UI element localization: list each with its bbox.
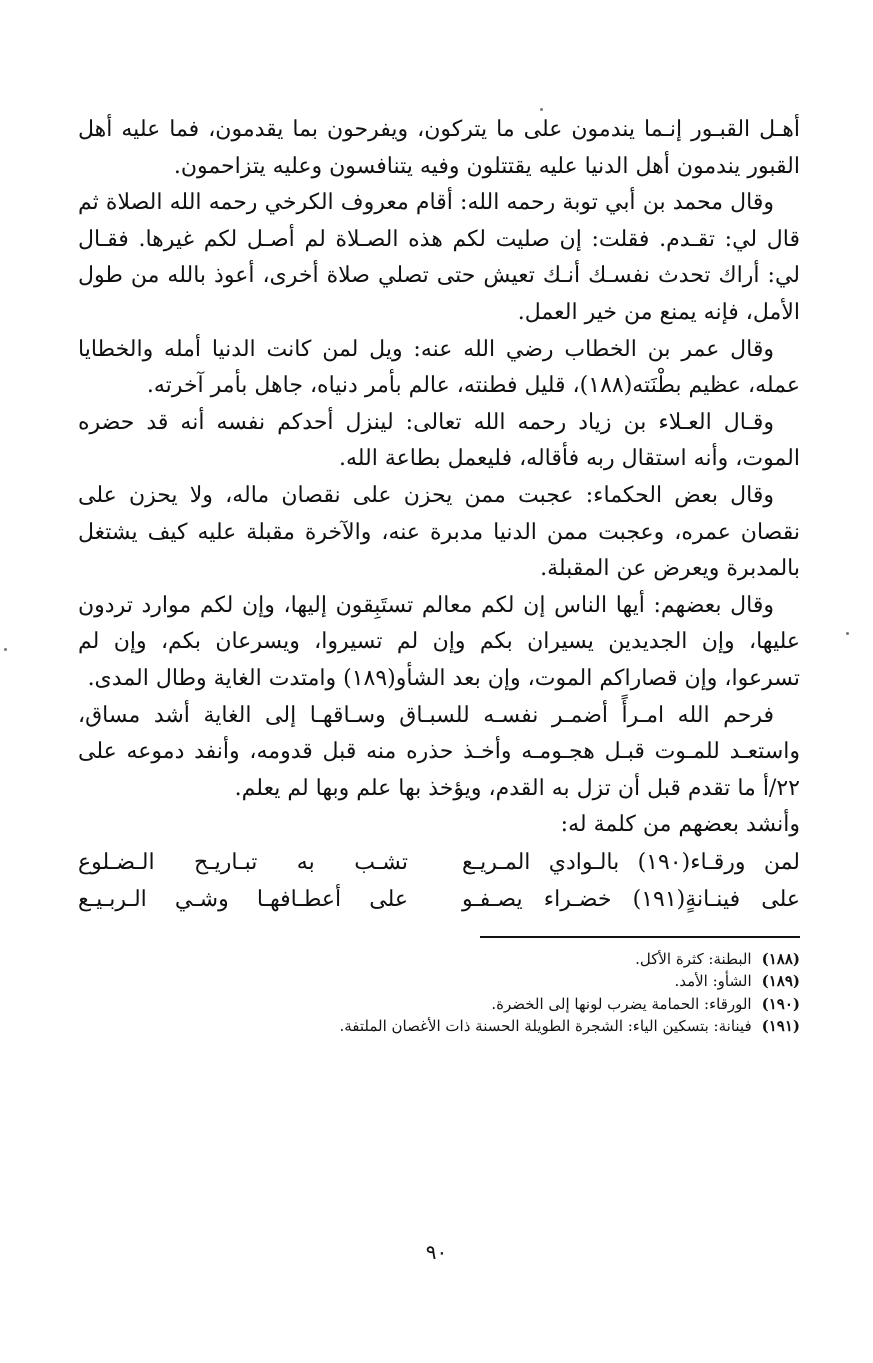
verse-line [78,844,800,881]
footnote [78,1015,800,1038]
verse-first-hemistich: لمن ورقـاء(١٩٠) بالـوادي المـريـع [462,849,800,875]
footnote [78,970,800,993]
paragraph-7: فرحم الله امـرأً أضمـر نفسـه للسبـاق وسـاقهـا إلى الغاية أشد مساق، واستعـد للمـوت قبـل هجـومـه وأخـذ حذره منه قبل قدومه، وأنفد دموعه على ٢٢/أ ما تقدم قبل أن تزل به القدم، ويؤخذ بها علم وبها لم يعلم. [78,702,800,801]
footnote-number: (١٨٩) [761,972,800,991]
verse-first-hemistich: على فينـانةٍ(١٩١) خضـراء يصـفـو [462,886,801,912]
scan-speck [540,108,543,111]
page-body [78,112,800,1038]
footnote-text: فينانة: بتسكين الياء: الشجرة الطويلة الحسنة ذات الأغصان الملتفة. [339,1017,752,1036]
paragraph-1: أهـل القبـور إنـما يندمون على ما يتركون، ويفرحون بما يقدمون، فما عليه أهل القبور يندمون أهل الدنيا عليه يقتتلون وفيه يتنافسون وعليه يتزاحمون. [78,117,800,179]
footnote-number: (١٩١) [761,1017,800,1036]
footnote-text: الورقاء: الحمامة يضرب لونها إلى الخضرة. [491,994,752,1013]
footnote [78,948,800,971]
footnote [78,993,800,1016]
paragraph-4: وقـال العـلاء بن زياد رحمه الله تعالى: لينزل أحدكم نفسه أنه قد حضره الموت، وأنه استقال ربه فأقاله، فليعمل بطاعة الله. [78,409,800,472]
footnote-separator [480,936,800,938]
verse-line [78,881,800,918]
page-number: ٩٠ [425,1240,448,1264]
paragraph-2: وقال محمد بن أبي توبة رحمه الله: أقام معروف الكرخي رحمه الله الصلاة ثم قال لي: تقـدم. فقلت: إن صليت لكم هذه الصـلاة لم أصـل لكم غيرها. فقـال لي: أراك تحدث نفسـك أنـك تعيش حتى تصلي صلاة أخرى، أعوذ بالله من طول الأمل، فإنه يمنع من خير العمل. [78,190,800,325]
footnote-number: (١٩٠) [761,994,800,1013]
paragraph-3: وقال عمر بن الخطاب رضي الله عنه: ويل لمن كانت الدنيا أمله والخطايا عمله، عظيم بطْنَته(١٨٨)، قليل فطنته، عالم بأمر دنياه، جاهل بأمر آخرته. [78,336,800,399]
scan-speck [846,632,849,635]
paragraph-5: وقال بعض الحكماء: عجبت ممن يحزن على نقصان ماله، ولا يحزن على نقصان عمره، وعجبت ممن الدنيا مدبرة عنه، والآخرة مقبلة عليه كيف يشتغل بالمدبرة ويعرض عن المقبلة. [78,482,800,582]
paragraph-6: وقال بعضهم: أيها الناس إن لكم معالم تستَبِقون إليها، وإن لكم موارد تردون عليها، وإن الجديدين يسيران بكم وإن لم تسيروا، ويسرعان بكم، وإن لم تسرعوا، وإن قصاراكم الموت، وإن بعد الشأو(١٨٩) وامتدت الغاية وطال المدى. [78,592,800,691]
footnote-text: البطنة: كثرة الأكل. [635,949,752,968]
scan-speck [4,648,7,651]
footnote-number: (١٨٨) [761,949,800,968]
footnote-text: الشأو: الأمد. [674,972,752,991]
verse-second-hemistich: تشـب به تبـاريـح الـضـلوع [78,849,408,875]
paragraph-8: وأنشد بعضهم من كلمة له: [560,812,800,838]
verse-second-hemistich: على أعطـافهـا وشـي الـربـيـع [78,886,408,912]
